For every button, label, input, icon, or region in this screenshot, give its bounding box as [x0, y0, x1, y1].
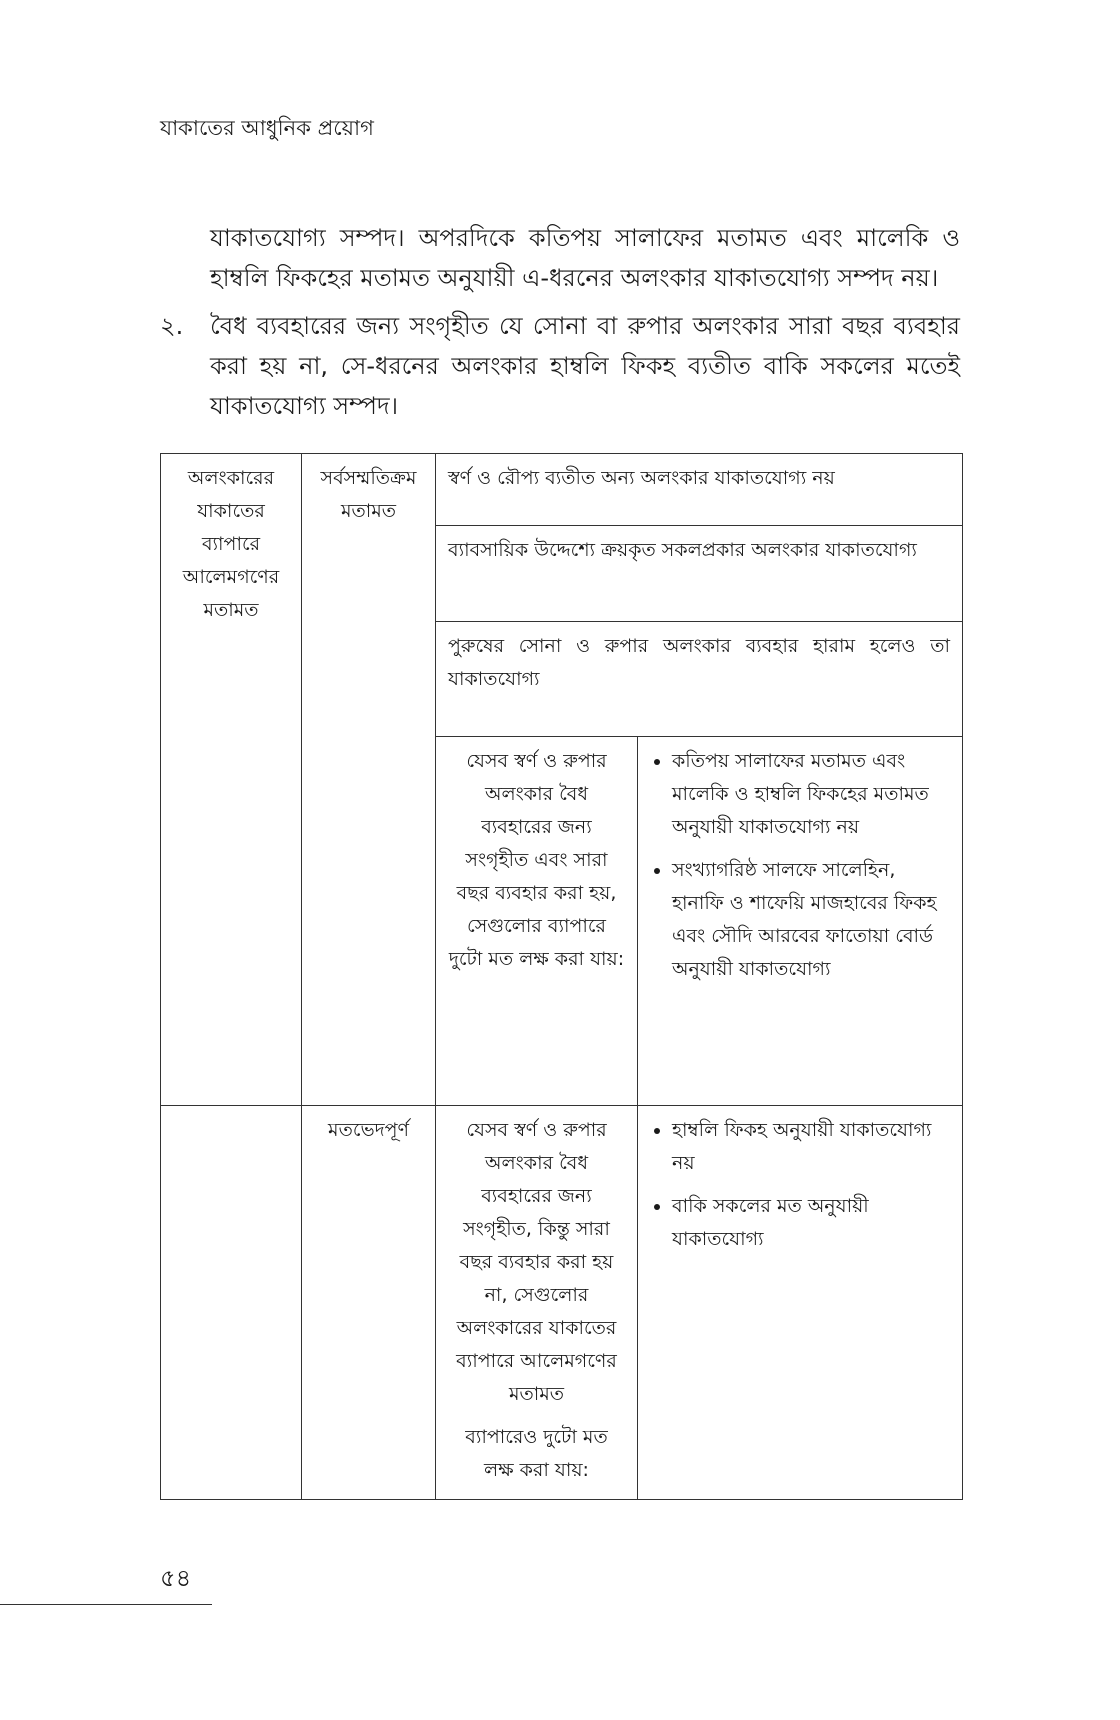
- body-text: [160, 218, 960, 426]
- main-heading-cell: অলংকারের যাকাতের ব্যাপারে আলেমগণের মতামত: [161, 454, 302, 1106]
- footer-rule: [0, 1604, 212, 1605]
- paragraph-continuation: যাকাতযোগ্য সম্পদ। অপরদিকে কতিপয় সালাফের মতামত এবং মালেকি ও হাম্বলি ফিকহের মতামত অনুযায়ী এ-ধরনের অলংকার যাকাতযোগ্য সম্পদ নয়।: [210, 224, 960, 292]
- page-number: ৫৪: [160, 1564, 192, 1592]
- regular-use-opinions: [638, 737, 963, 1106]
- numbered-item-2: [160, 306, 960, 426]
- running-title: যাকাতের আধুনিক প্রয়োগ: [160, 116, 374, 140]
- consensus-label-cell: সর্বসম্মতিক্রম মতামত: [302, 454, 436, 1106]
- zakat-opinions-table: [160, 453, 963, 1500]
- consensus-row-1: স্বর্ণ ও রৌপ্য ব্যতীত অন্য অলংকার যাকাতযোগ্য নয়: [436, 454, 963, 526]
- item-number: ২.: [160, 312, 184, 340]
- irregular-use-opinions: [638, 1106, 963, 1500]
- opinion-item: • বাকি সকলের মত অনুযায়ী যাকাতযোগ্য: [672, 1190, 950, 1256]
- consensus-row-3: পুরুষের সোনা ও রুপার অলংকার ব্যবহার হারাম হলেও তা যাকাতযোগ্য: [436, 622, 963, 737]
- empty-heading-cell: [161, 1106, 302, 1500]
- regular-use-condition: যেসব স্বর্ণ ও রুপার অলংকার বৈধ ব্যবহারের জন্য সংগৃহীত এবং সারা বছর ব্যবহার করা হয়, সেগুলোর ব্যাপারে দুটো মত লক্ষ করা যায়:: [436, 737, 638, 1106]
- consensus-row-2: ব্যাবসায়িক উদ্দেশ্যে ক্রয়কৃত সকলপ্রকার অলংকার যাকাতযোগ্য: [436, 526, 963, 622]
- item-text: বৈধ ব্যবহারের জন্য সংগৃহীত যে সোনা বা রুপার অলংকার সারা বছর ব্যবহার করা হয় না, সে-ধরনের অলংকার হাম্বলি ফিকহ ব্যতীত বাকি সকলের মতেই যাকাতযোগ্য সম্পদ।: [210, 312, 960, 420]
- irregular-use-note: ব্যাপারেও দুটো মত লক্ষ করা যায়:: [465, 1426, 608, 1481]
- irregular-use-cell: [436, 1106, 638, 1500]
- opinion-item: • কতিপয় সালাফের মতামত এবং মালেকি ও হাম্বলি ফিকহের মতামত অনুযায়ী যাকাতযোগ্য নয়: [672, 745, 950, 844]
- opinion-item: • হাম্বলি ফিকহ অনুযায়ী যাকাতযোগ্য নয়: [672, 1114, 950, 1180]
- disputed-label-cell: মতভেদপূর্ণ: [302, 1106, 436, 1500]
- irregular-use-condition: যেসব স্বর্ণ ও রুপার অলংকার বৈধ ব্যবহারের জন্য সংগৃহীত, কিন্তু সারা বছর ব্যবহার করা হয় না, সেগুলোর অলংকারের যাকাতের ব্যাপারে আলেমগণের মতামত: [456, 1119, 617, 1405]
- opinion-item: • সংখ্যাগরিষ্ঠ সালফে সালেহিন, হানাফি ও শাফেয়ি মাজহাবের ফিকহ এবং সৌদি আরবের ফাতোয়া বোর্ড অনুযায়ী যাকাতযোগ্য: [672, 854, 950, 986]
